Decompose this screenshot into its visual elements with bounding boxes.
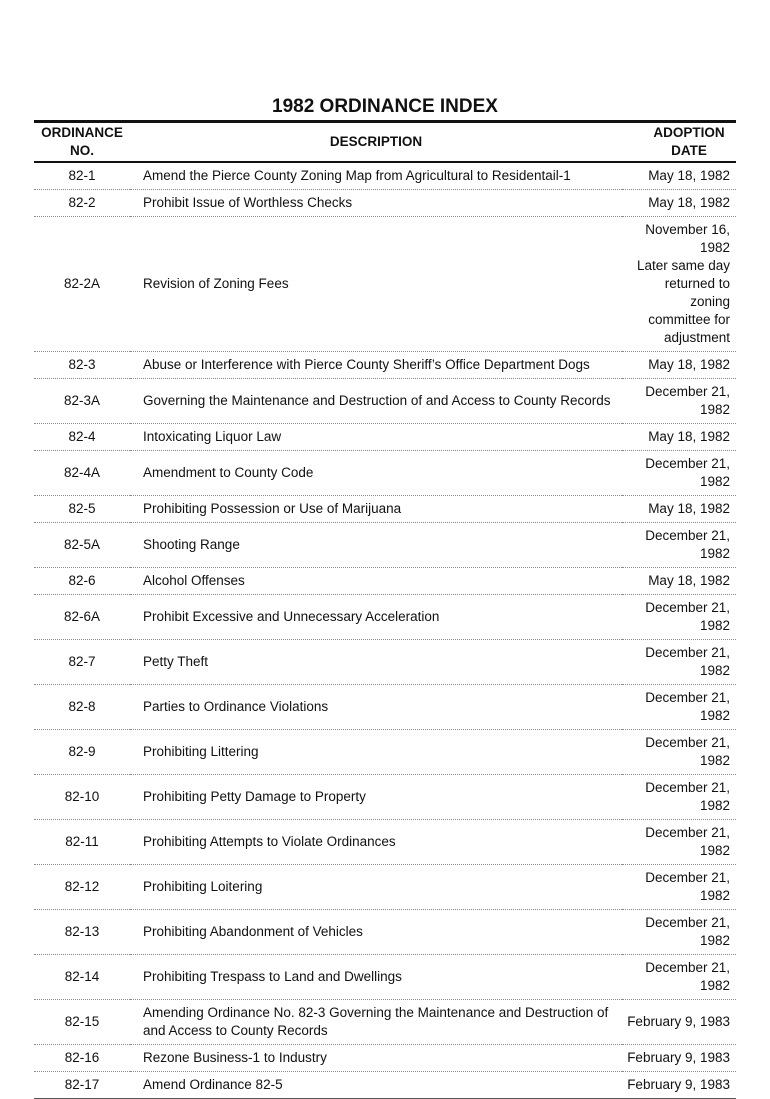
page-title: 1982 ORDINANCE INDEX <box>272 96 498 117</box>
adoption-date <box>622 352 736 379</box>
ordinance-description: Intoxicating Liquor Law <box>130 424 622 451</box>
adoption-date-line: December 21, 1982 <box>645 915 730 948</box>
document-page <box>34 94 736 1099</box>
adoption-date-line: December 21, 1982 <box>645 645 730 678</box>
adoption-date <box>622 910 736 955</box>
table-row <box>34 730 736 775</box>
ordinance-number: 82-6A <box>34 595 130 640</box>
ordinance-description: Parties to Ordinance Violations <box>130 685 622 730</box>
table-row <box>34 352 736 379</box>
adoption-date <box>622 775 736 820</box>
ordinance-number: 82-4A <box>34 451 130 496</box>
table-row <box>34 910 736 955</box>
ordinance-description: Abuse or Interference with Pierce County Sheriff’s Office Department Dogs <box>130 352 622 379</box>
adoption-date <box>622 1045 736 1072</box>
adoption-date <box>622 820 736 865</box>
adoption-date-line: May 18, 1982 <box>648 429 730 444</box>
ordinance-number: 82-14 <box>34 955 130 1000</box>
table-header <box>34 123 736 162</box>
adoption-date-line: February 9, 1983 <box>627 1077 730 1092</box>
adoption-date-line: December 21, 1982 <box>645 735 730 768</box>
adoption-date-line: December 21, 1982 <box>645 528 730 561</box>
ordinance-number: 82-1 <box>34 162 130 190</box>
ordinance-number: 82-17 <box>34 1072 130 1099</box>
adoption-date <box>622 595 736 640</box>
table-row <box>34 640 736 685</box>
ordinance-number: 82-5A <box>34 523 130 568</box>
adoption-date-line: November 16, 1982 <box>645 222 730 255</box>
ordinance-description: Prohibiting Trespass to Land and Dwellings <box>130 955 622 1000</box>
ordinance-number: 82-12 <box>34 865 130 910</box>
table-row <box>34 865 736 910</box>
adoption-date <box>622 190 736 217</box>
adoption-date-line: December 21, 1982 <box>645 690 730 723</box>
adoption-date-line: May 18, 1982 <box>648 357 730 372</box>
ordinance-number: 82-3A <box>34 379 130 424</box>
table-row <box>34 379 736 424</box>
adoption-date-line: May 18, 1982 <box>648 501 730 516</box>
adoption-date <box>622 451 736 496</box>
adoption-date-line: May 18, 1982 <box>648 573 730 588</box>
table-row <box>34 1072 736 1099</box>
adoption-date-line: December 21, 1982 <box>645 960 730 993</box>
ordinance-number: 82-7 <box>34 640 130 685</box>
ordinance-description: Prohibiting Loitering <box>130 865 622 910</box>
adoption-date <box>622 568 736 595</box>
ordinance-number: 82-3 <box>34 352 130 379</box>
adoption-date-line: December 21, 1982 <box>645 780 730 813</box>
ordinance-number: 82-2 <box>34 190 130 217</box>
ordinance-number: 82-13 <box>34 910 130 955</box>
column-header-ordinance-no <box>34 123 130 162</box>
table-row <box>34 451 736 496</box>
ordinance-number: 82-2A <box>34 217 130 352</box>
ordinance-description: Prohibiting Possession or Use of Marijuana <box>130 496 622 523</box>
table-row <box>34 820 736 865</box>
adoption-date-line: committee for <box>648 312 730 327</box>
ordinance-description: Prohibiting Abandonment of Vehicles <box>130 910 622 955</box>
ordinance-number: 82-16 <box>34 1045 130 1072</box>
table-row <box>34 190 736 217</box>
adoption-date-line: adjustment <box>663 330 730 345</box>
adoption-date-line: Later same day <box>636 258 730 273</box>
ordinance-description: Shooting Range <box>130 523 622 568</box>
ordinance-number: 82-8 <box>34 685 130 730</box>
ordinance-description: Prohibit Excessive and Unnecessary Acceleration <box>130 595 622 640</box>
table-row <box>34 217 736 352</box>
table-row <box>34 424 736 451</box>
column-header-ordinance-line2: NO. <box>69 143 94 158</box>
adoption-date <box>622 640 736 685</box>
ordinance-description: Rezone Business-1 to Industry <box>130 1045 622 1072</box>
table-row <box>34 568 736 595</box>
ordinance-table <box>34 123 736 1099</box>
table-row <box>34 685 736 730</box>
adoption-date <box>622 955 736 1000</box>
table-row <box>34 775 736 820</box>
adoption-date <box>622 162 736 190</box>
adoption-date <box>622 1000 736 1045</box>
adoption-date <box>622 379 736 424</box>
ordinance-description: Revision of Zoning Fees <box>130 217 622 352</box>
ordinance-description: Prohibiting Attempts to Violate Ordinances <box>130 820 622 865</box>
ordinance-description: Prohibiting Littering <box>130 730 622 775</box>
ordinance-description: Amending Ordinance No. 82-3 Governing the Maintenance and Destruction of and Access to County Records <box>130 1000 622 1045</box>
table-row <box>34 1045 736 1072</box>
table-row <box>34 1000 736 1045</box>
adoption-date <box>622 1072 736 1099</box>
ordinance-number: 82-9 <box>34 730 130 775</box>
adoption-date-line: December 21, 1982 <box>645 825 730 858</box>
table-row <box>34 162 736 190</box>
table-row <box>34 595 736 640</box>
ordinance-number: 82-11 <box>34 820 130 865</box>
table-row <box>34 523 736 568</box>
adoption-date <box>622 424 736 451</box>
ordinance-number: 82-6 <box>34 568 130 595</box>
ordinance-description: Amendment to County Code <box>130 451 622 496</box>
adoption-date-line: returned to zoning <box>664 276 730 309</box>
ordinance-number: 82-10 <box>34 775 130 820</box>
adoption-date-line: February 9, 1983 <box>627 1050 730 1065</box>
ordinance-description: Petty Theft <box>130 640 622 685</box>
column-header-adoption-date <box>622 123 736 162</box>
column-header-date-line1: ADOPTION <box>653 125 725 140</box>
adoption-date-line: May 18, 1982 <box>648 168 730 183</box>
adoption-date-line: December 21, 1982 <box>645 384 730 417</box>
adoption-date <box>622 217 736 352</box>
column-header-description: DESCRIPTION <box>130 123 622 162</box>
adoption-date <box>622 730 736 775</box>
table-row <box>34 496 736 523</box>
ordinance-description: Prohibit Issue of Worthless Checks <box>130 190 622 217</box>
adoption-date-line: December 21, 1982 <box>645 456 730 489</box>
adoption-date-line: February 9, 1983 <box>627 1014 730 1029</box>
table-row <box>34 955 736 1000</box>
adoption-date-line: May 18, 1982 <box>648 195 730 210</box>
ordinance-description: Prohibiting Petty Damage to Property <box>130 775 622 820</box>
adoption-date <box>622 685 736 730</box>
ordinance-number: 82-5 <box>34 496 130 523</box>
column-header-ordinance-line1: ORDINANCE <box>41 125 123 140</box>
ordinance-number: 82-15 <box>34 1000 130 1045</box>
adoption-date <box>622 523 736 568</box>
ordinance-description: Alcohol Offenses <box>130 568 622 595</box>
adoption-date-line: December 21, 1982 <box>645 600 730 633</box>
ordinance-description: Governing the Maintenance and Destruction of and Access to County Records <box>130 379 622 424</box>
adoption-date-line: December 21, 1982 <box>645 870 730 903</box>
adoption-date <box>622 496 736 523</box>
column-header-date-line2: DATE <box>671 143 707 158</box>
ordinance-description: Amend the Pierce County Zoning Map from Agricultural to Residentail-1 <box>130 162 622 190</box>
ordinance-number: 82-4 <box>34 424 130 451</box>
adoption-date <box>622 865 736 910</box>
ordinance-description: Amend Ordinance 82-5 <box>130 1072 622 1099</box>
table-body <box>34 162 736 1099</box>
